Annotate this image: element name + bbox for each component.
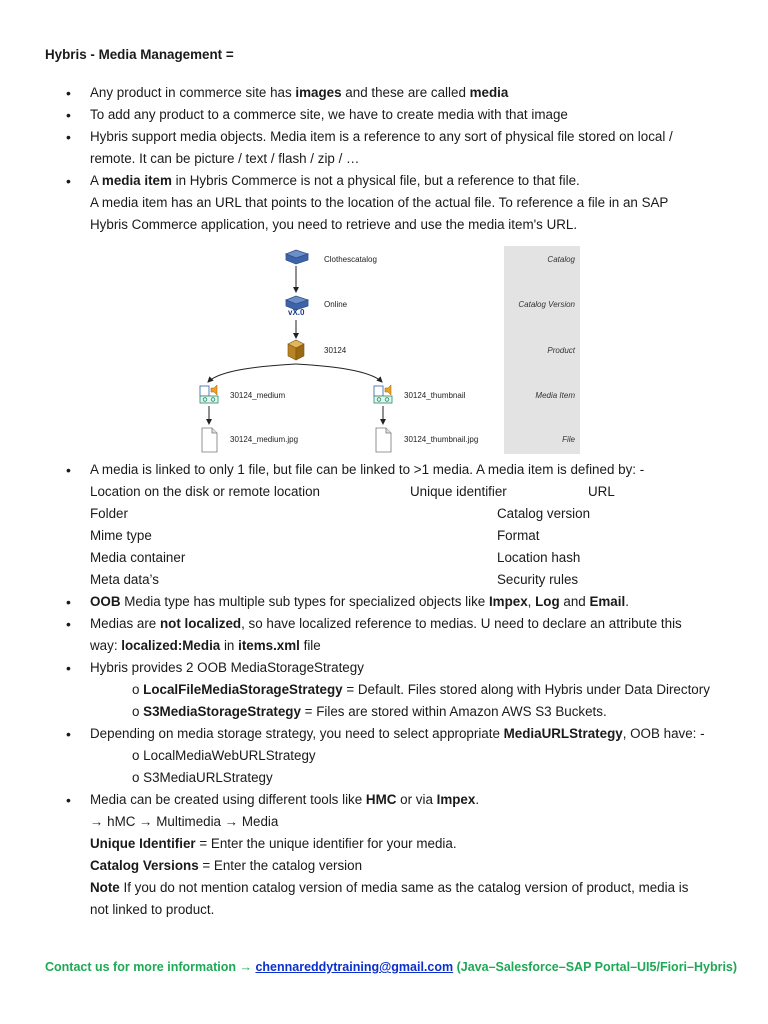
legend-catalog: Catalog — [547, 255, 575, 264]
media-item-icon — [374, 385, 392, 403]
attribute-row: Meta data’s Security rules — [90, 572, 579, 587]
diagram-graphics — [190, 246, 504, 454]
file-icon — [202, 428, 217, 452]
sub-item: o S3MediaStorageStrategy = Files are stored within Amazon AWS S3 Buckets. — [132, 704, 607, 719]
media-item-icon — [200, 385, 218, 403]
list-item: • Any product in commerce site has images and these are called media — [66, 82, 720, 104]
sub-item: o LocalMediaWebURLStrategy — [132, 748, 316, 763]
file-icon — [376, 428, 391, 452]
node-label-file: 30124_thumbnail.jpg — [404, 435, 479, 444]
node-label-file: 30124_medium.jpg — [230, 435, 299, 444]
list-item: • OOB Media type has multiple sub types for specialized objects like Impex, Log and Email. — [66, 594, 629, 610]
attribute-row: Media container Location hash — [90, 550, 581, 565]
bullet: • — [66, 85, 71, 101]
legend-file: File — [562, 435, 575, 444]
node-label-media: 30124_medium — [230, 391, 286, 400]
list-item: • A media item in Hybris Commerce is not a physical file, but a reference to that file. A media item has an URL that points to the location of the actual file. To reference a file in an SAP Hybris Commerce application, you need to retrieve and use the media item's URL. — [66, 173, 669, 232]
list-item: • To add any product to a commerce site, we have to create media with that image — [66, 107, 568, 123]
sub-item: o LocalFileMediaStorageStrategy = Default. Files stored along with Hybris under Data Directory — [132, 682, 710, 697]
attribute-row: Folder Catalog version — [90, 506, 591, 521]
product-box-icon — [288, 340, 304, 360]
navigation-path: → hMC → Multimedia → Media — [90, 814, 279, 829]
list-item: • Media can be created using different tools like HMC or via Impex. → hMC → Multimedia → Media Unique Identifier = Enter the unique identifier for your media. Catalog Versions = Enter the catalog version Note If you do not mention catalog version of media same as the catalog version of product, media is not linked to product. — [66, 789, 720, 921]
node-label-media: 30124_thumbnail — [404, 391, 466, 400]
arrow-right-icon: → — [224, 814, 239, 829]
arrow-right-icon: → — [139, 814, 153, 829]
node-label-catalog: Clothescatalog — [324, 255, 377, 264]
arrow-right-icon: → — [239, 960, 252, 974]
legend-media-item: Media Item — [535, 391, 575, 400]
catalog-icon — [286, 250, 308, 264]
contact-email-link[interactable]: chennareddytraining@gmail.com — [255, 960, 454, 974]
media-model-diagram — [190, 246, 580, 454]
details-list — [66, 459, 720, 921]
version-tag: vX.0 — [288, 308, 305, 317]
page-title: Hybris - Media Management = — [45, 47, 234, 62]
node-label-version: Online — [324, 300, 348, 309]
attribute-row: Mime type Format — [90, 528, 540, 543]
node-label-product: 30124 — [324, 346, 347, 355]
list-item: • Hybris provides 2 OOB MediaStorageStrategy o LocalFileMediaStorageStrategy = Default. Files stored along with Hybris under Data Directory o S3MediaStorageStrategy = Files are stored within Amazon AWS S3 Buckets. — [66, 657, 720, 723]
list-item: • Hybris support media objects. Media item is a reference to any sort of physical file stored on local / remote. It can be picture / text / flash / zip / … — [66, 129, 673, 166]
arrow-right-icon: → — [90, 814, 104, 829]
legend-catalog-version: Catalog Version — [518, 300, 575, 309]
legend-product: Product — [547, 346, 575, 355]
sub-item: o S3MediaURLStrategy — [132, 770, 273, 785]
list-item: • A media is linked to only 1 file, but file can be linked to >1 media. A media item is defined by: - Location on the disk or remote location Unique identifier URL Folder Catalog version Mime type Format Media container Location hash Meta data’s Security rules — [66, 459, 720, 591]
list-item: • Depending on media storage strategy, you need to select appropriate MediaURLStrategy, OOB have: - o LocalMediaWebURLStrategy o S3MediaURLStrategy — [66, 723, 720, 789]
intro-list — [66, 82, 720, 236]
list-item: • Medias are not localized, so have localized reference to medias. U need to declare an attribute this way: localized:Media in items.xml file — [66, 616, 682, 653]
contact-footer: Contact us for more information → chennareddytraining@gmail.com (Java–Salesforce–SAP Portal–UI5/Fiori–Hybris) — [45, 960, 738, 974]
attribute-row: Location on the disk or remote location Unique identifier URL — [90, 484, 615, 499]
type-legend-panel — [504, 246, 580, 454]
